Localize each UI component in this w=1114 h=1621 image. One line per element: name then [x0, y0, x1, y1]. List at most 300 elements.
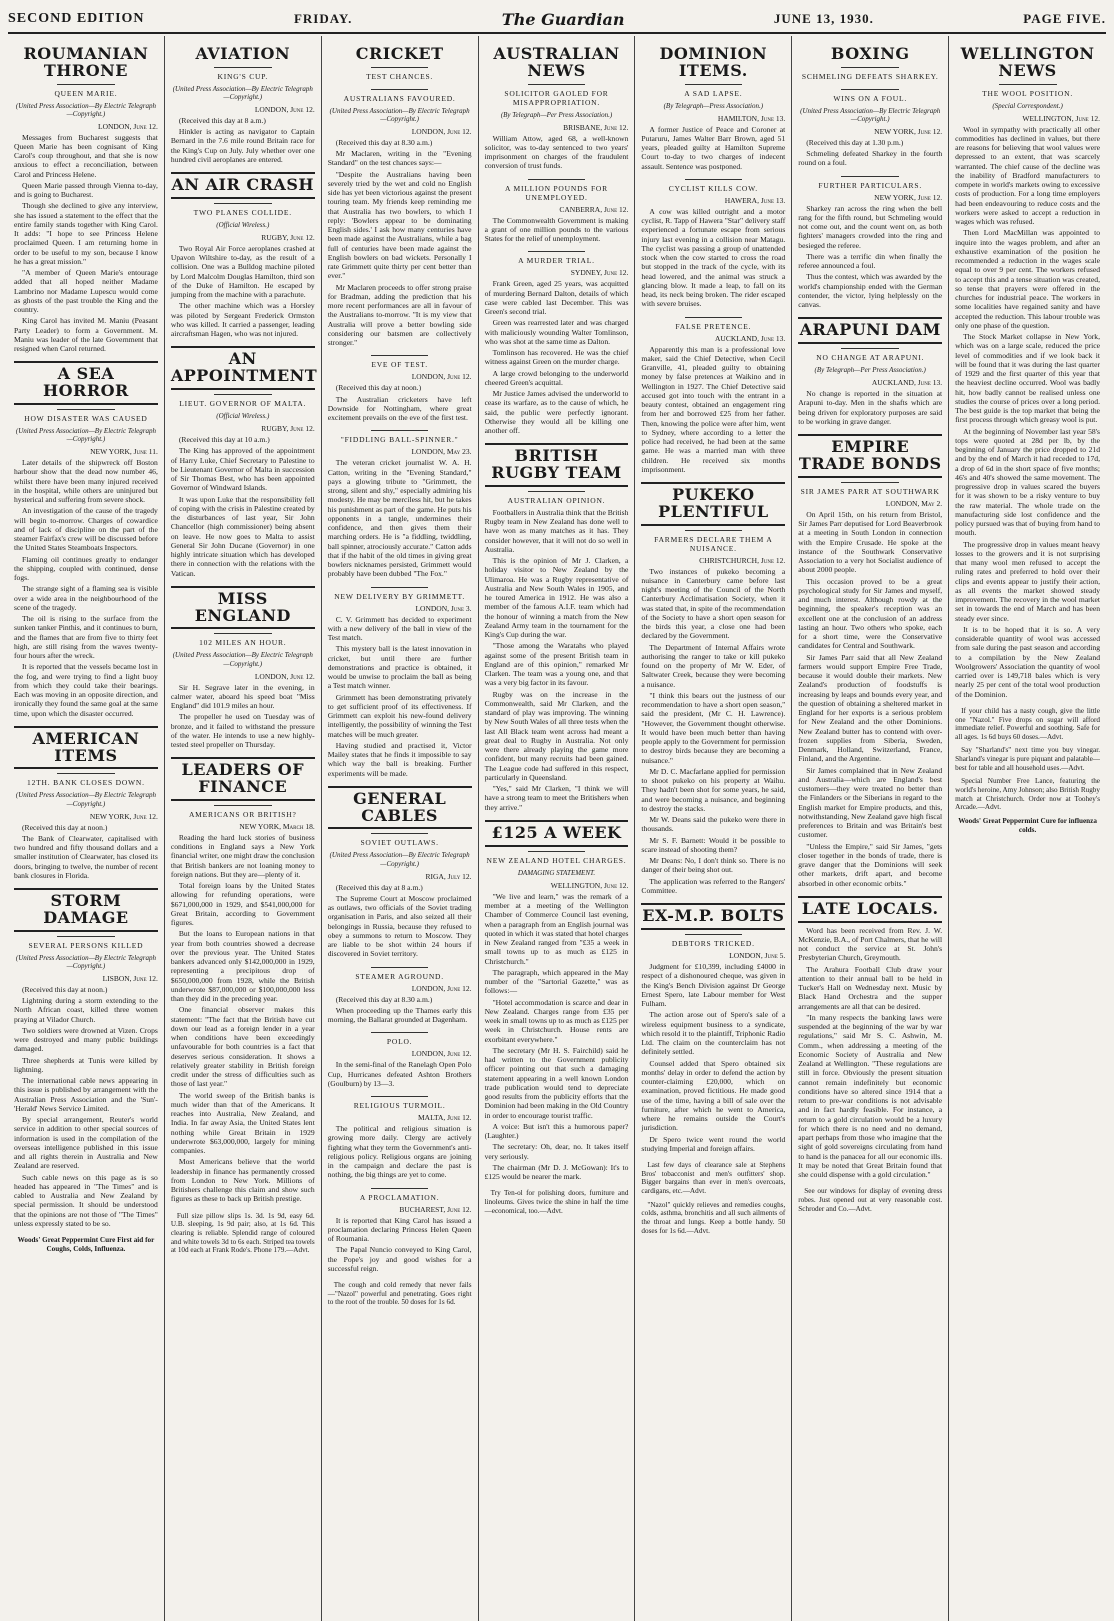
rule-divider	[371, 355, 429, 356]
article-paragraph: Mr Deans: No, I don't think so. There is no danger of their being shot out.	[641, 856, 786, 875]
article-body	[485, 279, 629, 435]
article-headline: ROUMANIAN THRONE	[23, 44, 149, 80]
article-subhead: SOLICITOR GAOLED FOR MISAPPROPRIATION.	[504, 88, 609, 107]
article-body	[641, 345, 785, 475]
article-paragraph: In the semi-final of the Ranelagh Open Polo Cup, Hurricanes defeated Ashton Brothers (Goulburn) by 13—3.	[327, 1060, 472, 1088]
article-dateline: WELLINGTON, June 12.	[1022, 113, 1100, 123]
article-paragraph: (Received this day at 8.30 a.m.)	[335, 994, 433, 1004]
article-subhead: AMERICANS OR BRITISH?	[188, 809, 297, 819]
article	[485, 179, 629, 244]
article-paragraph: C. V. Grimmett has decided to experiment with a new delivery of the ball in view of the Test match.	[327, 614, 472, 643]
article-body	[641, 207, 785, 309]
article-body	[171, 833, 315, 1204]
article	[798, 176, 942, 310]
article-dateline: CHRISTCHURCH, June 12.	[699, 555, 786, 565]
article-credit: (Special Correspondent.)	[992, 101, 1063, 110]
article-paragraph: Mr Maclaren proceeds to offer strong praise for Bradman, adding the prediction that his more recent performances are all in favour of the Australians to-morrow. "It is my view that Australia will prove a better bowling side considering our batsmen are collectively stronger."	[327, 282, 472, 348]
article-subhead: QUEEN MARIE.	[54, 88, 118, 98]
article-paragraph: (Received this day at 8 a.m.)	[335, 882, 423, 892]
column-3	[322, 36, 479, 1621]
article-body	[485, 508, 629, 812]
article-paragraph: It is reported that the vessels became lost in the fog, and were trying to find a light buoy from which they could take their bearings. Each was moving in an opposite direction, and ironically they found the same goal at the same time, upon which the disaster occurred.	[14, 662, 158, 718]
article-credit: (United Press Association—By Electric Telegraph—Copyright.)	[329, 851, 470, 868]
article-credit: (United Press Association—By Electric Telegraph—Copyright.)	[172, 84, 313, 101]
article-paragraph: Later details of the shipwreck off Boston harbour show that the dead now number 46, whilst there have been many injured received in the hospital, while others are uninjured but hysterical and suffering from severe shock.	[14, 458, 158, 505]
rule-divider	[999, 84, 1057, 85]
article-paragraph: A voice: But isn't this a humorous paper? (Laughter.)	[484, 1121, 629, 1141]
article-paragraph: Thus the contest, which was awarded by the world's championship ended with the German contender, the victor, lying helplessly on the canvas.	[798, 272, 943, 310]
article-subhead: TWO PLANES COLLIDE.	[193, 207, 292, 217]
article-paragraph: Mr S. F. Barnett: Would it be possible to scare instead of shooting them?	[641, 835, 786, 854]
masthead	[8, 6, 1106, 34]
article-body	[798, 926, 942, 1180]
article-paragraph: The chairman (Mr D. J. McGowan): It's to £125 would be nearer the mark.	[484, 1162, 629, 1182]
article-headline: AVIATION	[195, 44, 291, 63]
article-paragraph: William Attow, aged 68, a well-known solicitor, was to-day sentenced to two years' imprisonment on charges of the fraudulent conversion of trust funds.	[484, 133, 629, 171]
article-headline: CRICKET	[355, 44, 444, 63]
article-dateline: RUGBY, June 12.	[261, 424, 315, 434]
article-paragraph: Word has been received from Rev. J. W. McKenzie, B.A., of Port Chalmers, that he will not conduct the service at St. John's Presbyterian Church, Greymouth.	[798, 925, 943, 963]
article-paragraph: When proceeding up the Thames early this morning, the Ballarat grounded at Dagenham.	[327, 1005, 472, 1025]
article-dateline: LONDON, May 23.	[411, 447, 472, 457]
article-subhead: DEBTORS TRICKED.	[671, 939, 755, 949]
article-paragraph: Having studied and practised it, Victor Mailey states that he finds it impossible to say which way the ball is breaking. Further experiments will be made.	[327, 740, 472, 778]
article-paragraph: Mr W. Deans said the pukeko were there in thousands.	[641, 815, 786, 834]
rule-divider	[841, 89, 899, 90]
article	[641, 482, 785, 895]
article	[328, 355, 472, 422]
article-credit: (United Press Association—By Electric Telegraph—Copyright.)	[15, 101, 156, 118]
column-5	[635, 36, 792, 1621]
article-body	[798, 389, 942, 426]
article-headline: LATE LOCALS.	[798, 896, 942, 923]
article-credit: (United Press Association—By Electric Telegraph—Copyright.)	[15, 953, 156, 970]
advertisement: The cough and cold remedy that never fails—"Nazol" powerful and penetrating. Goes right to the root of the trouble. 50 doses for 1s 6d.	[327, 1281, 472, 1307]
article-body	[328, 883, 472, 959]
date-label: JUNE 13, 1930.	[773, 11, 874, 26]
column-4	[479, 36, 636, 1621]
article-subhead: FALSE PRETENCE.	[675, 321, 752, 331]
article-paragraph: The Stock Market collapse in New York, which was on a large scale, reduced the price level of commodities and if we look back it will be found that it was during the last quarter of 1929 and the first quarter of this year that the heaviest decline occurred. Wool was badly hit, how badly cannot be realised unless one studies the course of prices over a long period. The best guide is the top market that being the first process through which greasy wool is put.	[955, 332, 1100, 425]
article	[328, 1096, 472, 1180]
article-paragraph: Judgment for £10,399, including £4000 in respect of a dishonoured cheque, was given in the King's Bench Division against Dr George Ernest Spero, late Labour member for West Fulham.	[641, 962, 786, 1009]
article-dateline: LONDON, June 12.	[254, 104, 315, 114]
rule-divider	[371, 833, 429, 834]
article-paragraph: Apparently this man is a professional love maker, said the Chief Detective, when Cecil Granville, 41, pleaded guilty to obtaining money by false pretences at Waikino and in Wellington in 1927. The Chief Detective said accused got into touch with the entrant in a beauty contest, obtained an engagement ring from her and borrowed £25 from her father. Then, knowing the police were after him, went to Sydney, where according to a letter the police had received, he had been at the same game. He was a married man with three children. He received six months imprisonment.	[641, 344, 786, 474]
article-body	[14, 133, 158, 354]
article	[14, 46, 158, 353]
article-credit: (By Telegraph—Press Association.)	[663, 101, 764, 110]
article-subhead: NO CHANGE AT ARAPUNI.	[816, 353, 925, 363]
article-paragraph: The action arose out of Spero's sale of a wireless equipment business to a syndicate, which resold it to the plaintiff, Triphonic Radio Ltd. The claim on the counterclaim has not definitely settled.	[641, 1010, 786, 1057]
advertisement: Try Ten-ol for polishing doors, furniture and linoleums. Gives twice the shine in half the time—economical, too.—Advt.	[484, 1189, 629, 1215]
article-body	[328, 138, 472, 348]
article-body	[171, 116, 315, 164]
article-subhead: FARMERS DECLARE THEM A NUISANCE.	[654, 534, 773, 553]
article-subhead: 12TH. BANK CLOSES DOWN.	[27, 778, 145, 788]
article	[14, 888, 158, 1228]
article-paragraph: One financial observer makes this statement: "The fact that the British have cut down our lead as a foreign lender in a year when conditions have been exceedingly unfavourable for both countries is a fact that deserves serious consideration. It shows a relatively greater stability in British foreign credit under the stress of difficulties such as those of last year."	[170, 1005, 315, 1089]
article-paragraph: A cow was killed outright and a motor cyclist, R. Tapp of Hawera "Star" delivery staff experienced a fortunate escape from serious injury last evening in a collision near Matagu. The cyclist was passing a group of unattended stock when the cow started to cross the road but stopped in the track of the cycle, with its head lowered, and the animal was struck a glancing blow. It made a leap, to fall on its head, its neck being broken. The rider escaped with severe bruises.	[641, 206, 786, 309]
article-dateline: LONDON, June 12.	[411, 126, 472, 136]
article-body	[328, 995, 472, 1025]
article-dateline: NEW YORK, March 18.	[239, 821, 315, 831]
article-body	[328, 1060, 472, 1088]
article-paragraph: Sir James Parr said that all New Zealand farmers would support Empire Free Trade, because it would double their markets. New Zealand's production of foodstuffs is increasing by leaps and bounds every year, and the question of obtaining a sheltered market in England for her exports is a serious problem for New Zealand and the other Dominions. New Zealand butter has to contend with over-frozen supplies from Siberia, Sweden, Denmark, Holland, Switzerland, France, Finland, and the Argentine.	[798, 652, 943, 764]
article	[798, 434, 942, 888]
article-paragraph: "In many respects the banking laws were suspended at the beginning of the war by war regulations," said Mr S. C. Ashwin, M. Comm., when addressing a meeting of the Economic Society of Australia and New Zealand at Wellington. "These regulations are still in force. Obviously the present situation cannot remain indefinitely but economic conditions have so altered since 1914 that a return to pre-war conditions is not advisable and in fact hardly feasible. For instance, a return to a gold circulation would be a luxury for which there is no need and no demand, apart perhaps from those who imagine that the sight of gold sovereigns circulating from hand to hand is the panacea for all our economic ills. It may be noted that Great Britain found that she could dispense with a gold circulation."	[798, 1012, 943, 1180]
article-paragraph: The Department of Internal Affairs wrote authorising the ranger to take or kill pukeko found on the property of Mr W. Eder, of Saltwater Creek, because they were becoming a nuisance.	[641, 642, 786, 689]
article-paragraph: Two soldiers were drowned at Vizen. Crops were destroyed and many public buildings damaged.	[14, 1025, 158, 1054]
article-dateline: SYDNEY, June 12.	[570, 268, 629, 278]
article	[955, 46, 1100, 699]
article-paragraph: By special arrangement, Reuter's world service in addition to other special sources of information is used in the compilation of the overseas intelligence published in this issue and all rights therein in Australia and New Zealand are reserved.	[14, 1115, 158, 1171]
article-body	[171, 435, 315, 578]
article-paragraph: An investigation of the cause of the tragedy will begin to-morrow. Charges of cowardice and of lack of discipline on the part of the steamer Fairfax's crew will be discussed before the United States Steamboats Inspectors.	[14, 506, 158, 553]
article	[798, 317, 942, 426]
article-subhead: A MILLION POUNDS FOR UNEMPLOYED.	[505, 183, 608, 202]
rule-divider	[528, 84, 586, 85]
article-credit: (United Press Association—By Electric Telegraph—Copyright.)	[329, 106, 470, 123]
rule-divider	[841, 67, 899, 68]
rule-divider	[57, 936, 115, 937]
article-paragraph: Mr Maclaren, writing in the "Evening Standard" on the test chances says:—	[327, 149, 472, 168]
article-paragraph: "Despite the Australians having been severely tried by the wet and cold no English side has yet been victorious against the present touring team. My friends keep reminding me that Australia has two bowlers, to which I reply: 'Bowlers appear to be dominating English sides.' I ask how many centuries have been made against the Australians, while a bag full of centuries have been made against the English bowlers on bad wickets. Personally I rate Grimmett quite thirty per cent better than ever."	[327, 169, 472, 281]
article-paragraph: (Received this day at 10 a.m.)	[178, 435, 270, 445]
article	[171, 757, 315, 1203]
article-body	[485, 134, 629, 171]
article-paragraph: Lightning during a storm extending to the North African coast, killed three women praying at Vilador Church.	[14, 996, 158, 1024]
article-subhead: CYCLIST KILLS COW.	[668, 183, 758, 193]
article	[171, 586, 315, 749]
article-paragraph: A former Justice of Peace and Coroner at Putaruru, James Walter Barr Brown, aged 51 years, pleaded guilty at Hamilton Supreme Court to-day to two charges of indecent assault. Sentence was postponed.	[641, 124, 786, 171]
article-paragraph: Queen Marie passed through Vienna to-day, and is going to Bucharest.	[14, 180, 158, 200]
article-dateline: BUCHAREST, June 12.	[399, 1204, 472, 1214]
article-paragraph: Footballers in Australia think that the British Rugby team in New Zealand has done well to have won as many matches as it has. They consider however, that it will not do so well in Australia.	[484, 507, 629, 554]
article-paragraph: This is the opinion of Mr J. Clarken, a holiday visitor to New Zealand by the Ulimaroa. He was a Rugby representative of Australia and New South Wales in 1905, and he toured America in 1912. He was also a member of the famous A.I.F. team which had the honour of winning a match from the New Zealand Army team in the tournament for the King's Cup during the war.	[484, 556, 629, 640]
article	[485, 251, 629, 435]
article-body	[171, 244, 315, 339]
article-dateline: RIGA, July 12.	[425, 871, 472, 881]
column-7	[949, 36, 1106, 1621]
article	[641, 46, 785, 171]
article-subhead: HOW DISASTER WAS CAUSED	[24, 414, 148, 424]
article	[641, 903, 785, 1153]
article-paragraph: The Commonwealth Government is making a grant of one million pounds to the various States for the relief of unemployment.	[484, 215, 629, 244]
article-body	[328, 1124, 472, 1180]
article-paragraph: Hinkler is acting as navigator to Captain Bernard in the 7.6 mile round Britain race for the King's Cup on July. July whether over one hundred civil aeroplanes are entered.	[170, 127, 315, 164]
article	[641, 179, 785, 309]
column-6	[792, 36, 949, 1621]
advertisement: See our windows for display of evening dress robes. Just opened out at very reasonable cost. Schroder and Co.—Advt.	[798, 1187, 943, 1213]
article-dateline: LONDON, May 2.	[885, 498, 943, 508]
article-body	[328, 615, 472, 778]
columns-container	[8, 36, 1106, 1621]
article-subhead: A PROCLAMATION.	[359, 1192, 440, 1202]
article-subhead: AUSTRALIAN OPINION.	[507, 495, 606, 505]
article-dateline: NEW YORK, June 12.	[874, 126, 943, 136]
article	[328, 1188, 472, 1274]
article-paragraph: Mr Justice James advised the underworld to cease its warfare, as to the cause of which, he said, the public were perfectly ignorant. Otherwise they would all be killing one another off.	[484, 389, 629, 436]
article	[328, 587, 472, 778]
article-subhead: NEW ZEALAND HOTEL CHARGES.	[486, 855, 627, 865]
rule-divider	[371, 587, 429, 588]
rule-divider	[214, 805, 272, 806]
article-subhead: POLO.	[386, 1037, 413, 1047]
article-subhead: TEST CHANCES.	[366, 71, 434, 81]
article-headline: BRITISH RUGBY TEAM	[485, 443, 629, 487]
article-body	[798, 204, 942, 310]
article-subhead: STEAMER AGROUND.	[355, 971, 444, 981]
article-paragraph: The veteran cricket journalist W. A. H. Catton, writing in the "Evening Standard," pays a glowing tribute to "Grimmett, the strong, silent and shy," especially admiring his modesty. He may be merciless hit, but he takes his punishment as part of the game. He puts his opponents in a tangle, undermines their confidence, and then gives them their marching orders. He is "a fiddling, twiddling, ball spinner, atrociously accurate." Catton adds that if the habit of the old times in giving great bowlers nicknames persisted, Grimmett would probably have been dubbed "The Fox."	[327, 458, 472, 579]
article-paragraph: Tomlinson has recovered. He was the chief witness against Green on the murder charge.	[484, 348, 629, 367]
article	[170, 346, 318, 578]
article-paragraph: Mr D. C. Macfarlane applied for permission to shoot pukeko on his property at Waihu. They hadn't been shot for some years, he said, and were becoming a nuisance, and beginning to destroy the stacks.	[641, 766, 786, 813]
article-paragraph: It is reported that King Carol has issued a proclamation declaring Princess Helen Queen of Roumania.	[327, 1215, 472, 1244]
article-paragraph: "A member of Queen Marie's entourage added that all hoped neither Madame Lambrino nor Madame Lupescu would come as ghosts of the past trouble the King and the country.	[14, 268, 158, 315]
article-headline: AN APPOINTMENT	[171, 346, 315, 390]
article	[14, 361, 158, 717]
rule-divider	[57, 409, 115, 410]
rule-divider	[528, 179, 586, 180]
article-paragraph: The secretary: Oh, dear, no. It takes itself very seriously.	[484, 1142, 629, 1161]
article-dateline: LONDON, June 12.	[254, 671, 315, 681]
article-body	[14, 985, 158, 1228]
rule-divider	[214, 67, 272, 68]
article-dateline: LONDON, June 12.	[411, 1049, 472, 1059]
article-paragraph: Flaming oil continues greatly to endanger the shipping, coupled with continued, dense fogs.	[14, 554, 158, 583]
rule-divider	[528, 851, 586, 852]
article-paragraph: The propeller he used on Tuesday was of bronze, and it failed to withstand the pressure of the water. He intends to use a new highly-tested steel propeller on Thursday.	[170, 712, 315, 750]
article	[798, 896, 942, 1180]
article-dateline: WELLINGTON, June 12.	[550, 880, 629, 890]
article-subhead: AUSTRALIANS FAVOURED.	[343, 93, 456, 103]
rule-divider	[371, 1188, 429, 1189]
advertisements	[798, 1187, 942, 1213]
article-paragraph: The world sweep of the British banks is much wider than that of the Americans. It reaches into Australia, New Zealand, and India. In far away Asia, the United States lent nothing while Great Britain in 1929 underwrote $63,000,000, largely for mining companies.	[170, 1090, 315, 1156]
article-body	[485, 216, 629, 244]
article-dateline: CANBERRA, June 12.	[559, 204, 629, 214]
rule-divider	[214, 394, 272, 395]
advertisement: Full size pillow slips 1s. 3d. 1s 9d, easy 6d. U.B. sleeping, 1s 9d pair; also, at 1s 6d. This clearing is reliable. Splendid range of coloured and white towels 3d to 6s each. Striped tea towels at 10d each at Frank Rode's. Phone 179.—Advt.	[170, 1211, 315, 1255]
article	[328, 967, 472, 1025]
article-body	[798, 138, 942, 168]
advertisements	[955, 707, 1100, 834]
article-headline: ARAPUNI DAM	[798, 317, 942, 344]
article-headline: £125 A WEEK	[485, 820, 629, 847]
rule-divider	[841, 348, 899, 349]
article-body	[641, 962, 785, 1153]
article-dateline: MALTA, June 12.	[417, 1113, 472, 1123]
article-dateline: LONDON, June 12.	[411, 372, 472, 382]
article-paragraph: The other machine which was a Horsley was piloted by Sergeant Frederick Ormston who was killed. It carried a passenger, leading aircraftsman Hagen, who was not injured.	[170, 301, 315, 339]
advertisement: If your child has a nasty cough, give the little one "Nazol." Five drops on sugar will afford immediate relief. Powerful and soothing. Safe for all ages. 1s 6d buys 60 doses.—Advt.	[955, 706, 1100, 741]
rule-divider	[371, 1032, 429, 1033]
article-paragraph: Such cable news on this page as is so headed has appeared in "The Times" and is cabled to Australia and New Zealand by special permission. It should be understood that the opinions are not those of "The Times" unless expressly stated to be so.	[14, 1172, 158, 1228]
article	[171, 172, 315, 338]
article-headline: PUKEKO PLENTIFUL	[641, 482, 785, 526]
article-credit: DAMAGING STATEMENT.	[517, 868, 596, 877]
article-paragraph: (Received this day at 8 a.m.)	[178, 115, 266, 125]
article-headline: MISS ENGLAND	[171, 586, 315, 630]
article-subhead: NEW DELIVERY BY GRIMMETT.	[334, 591, 466, 601]
article-subhead: SIR JAMES PARR AT SOUTHWARK	[800, 486, 940, 496]
article-headline: BOXING	[830, 44, 910, 63]
article-paragraph: "Yes," said Mr Clarken, "I think we will have a strong team to meet the Britishers when they arrive."	[484, 784, 629, 812]
article-body	[955, 125, 1100, 699]
article-credit: (United Press Association—By Electric Telegraph—Copyright.)	[800, 106, 941, 123]
rule-divider	[371, 430, 429, 431]
article-subhead: WINS ON A FOUL.	[833, 93, 908, 103]
article-subhead: SOVIET OUTLAWS.	[360, 838, 439, 848]
article-paragraph: "We live and learn," was the remark of a member at a meeting of the Wellington Chamber of Commerce Council last evening, when a paragraph from an English journal was quoted in which it was stated that hotel charges in New Zealand ranged from "£35 a week in small towns up to as much as £125 in Christchurch."	[484, 891, 629, 966]
article-body	[798, 510, 942, 888]
article	[328, 786, 472, 959]
article-headline: WELLINGTON NEWS	[960, 44, 1095, 80]
article-paragraph: Two Royal Air Force aeroplanes crashed at Upavon Wiltshire to-day, as the result of a collision. One was a Bulldog machine piloted by Lord Malcolm Douglas Hamilton, third son of the Duke of Hamilton. He escaped by jumping from the machine with a parachute.	[170, 243, 315, 300]
article-paragraph: The Australian cricketers have left Downside for Nottingham, where great excitement prevails on the eve of the first test.	[327, 394, 472, 423]
article-paragraph: "I think this bears out the justness of our recommendation to have a short open season," said the president, (Mr C. H. Lawrence). "However, the Government thought otherwise. It would have been much better than having people apply to the Government for permission to destroy birds because they are becoming a nuisance."	[641, 690, 786, 765]
advertisement: Woods' Great Peppermint Cure First aid for Coughs, Colds, Influenza.	[17, 1236, 155, 1253]
article-body	[14, 823, 158, 881]
page-number: PAGE FIVE.	[1023, 11, 1106, 26]
article-dateline: HAWERA, June 13.	[724, 195, 786, 205]
article-paragraph: The secretary (Mr H. S. Fairchild) said he had written to the Government publicity officer pointing out that such a damaging statement appearing in a well known London trade publication would tend to depreciate good results from the publicity efforts that the Dominion had been making in the Old Country in order to encourage tourist traffic.	[484, 1045, 629, 1120]
article-dateline: AUCKLAND, June 13.	[871, 378, 943, 388]
advertisement: Woods' Great Peppermint Cure for influenza colds.	[958, 816, 1097, 834]
article-credit: (Official Wireless.)	[216, 220, 270, 229]
article-headline: LEADERS OF FINANCE	[171, 757, 315, 801]
advertisements	[14, 1236, 158, 1253]
article-paragraph: Sir James complained that in New Zealand and Australia—which are England's best customers—they were treated no better than the Finlanders or the Siberians in regard to the English market for Empire products, and this, notwithstanding, New Zealand gave high fiscal preferences to Britain and was Britain's best customer.	[798, 765, 943, 840]
article-paragraph: The King has approved of the appointment of Harry Luke, Chief Secretary to Palestine to be Lieutenant Governor of Malta in succession of Sir Thomas Best, who has been appointed Governor of Windward Islands.	[170, 446, 315, 493]
column-1	[8, 36, 165, 1621]
article-body	[14, 458, 158, 718]
article-subhead: SCHMELING DEFEATS SHARKEY.	[801, 71, 939, 81]
rule-divider	[57, 84, 115, 85]
article-subhead: FURTHER PARTICULARS.	[818, 180, 922, 190]
rule-divider	[685, 934, 743, 935]
article-dateline: NEW YORK, June 11.	[90, 447, 158, 457]
article-paragraph: On April 15th, on his return from Bristol, Sir James Parr deputised for Lord Beaverbrook at a meeting in South London in connection with the Empire Crusade. He spoke at the instance of the Southwark Conservative Association to a very hot Socialist audience of about 2000 people.	[798, 509, 943, 575]
article-paragraph: The political and religious situation is growing more daily. Clergy are actively fighting what they term the Government's anti-religious policy. Religious organs are joining in the campaign and declare the past is nothing, the big things are yet to come.	[327, 1124, 472, 1180]
article-paragraph: A large crowd belonging to the underworld cheered Green's acquittal.	[484, 368, 629, 387]
article-dateline: NEW YORK, June 12.	[89, 811, 158, 821]
article	[485, 443, 629, 812]
day-label: FRIDAY.	[293, 11, 353, 26]
advertisements	[485, 1189, 629, 1215]
article-paragraph: "Those among the Waratahs who played against some of the present British team in England are of this opinion," remarked Mr Clarken. The team was a young one, and that was a very big factor in its favour.	[484, 641, 629, 688]
article-dateline: NEW YORK, June 12.	[874, 192, 943, 202]
advertisement: Say "Sharland's" next time you buy vinegar. Sharland's vinegar is pure piquant and palatable—best for table and all household uses.—Advt.	[955, 746, 1100, 772]
article-subhead: LIEUT. GOVERNOR OF MALTA.	[179, 399, 307, 409]
article-subhead: "FIDDLING BALL-SPINNER."	[340, 435, 459, 445]
article-body	[641, 125, 785, 171]
article-paragraph: The international cable news appearing in this issue is published by arrangement with the Australian Press Association and the 'Sun'-'Herald' News Service Limited.	[14, 1076, 158, 1113]
article-paragraph: (Received this day at 1.30 p.m.)	[806, 137, 904, 147]
article	[641, 317, 785, 475]
article-paragraph: The Bank of Clearwater, capitalised with two hundred and fifty thousand dollars and a smaller institution of Clearwater, has closed its doors, bringing to twelve, the number of recent bank closures in Florida.	[14, 833, 158, 880]
article-subhead: SEVERAL PERSONS KILLED	[28, 940, 144, 950]
article	[328, 46, 472, 81]
article-body	[328, 458, 472, 578]
article-dateline: RUGBY, June 12.	[261, 232, 315, 242]
article-paragraph: Total foreign loans by the United States allowing for refunding operations, were $671,000,000 in 1929, and $541,000,000 for Great Britain, according to Government figures.	[170, 881, 315, 928]
rule-divider	[371, 967, 429, 968]
article-dateline: BRISBANE, June 12.	[563, 122, 629, 132]
article-paragraph: The application was referred to the Rangers' Committee.	[641, 876, 786, 895]
article-credit: (United Press Association—By Electric Telegraph—Copyright.)	[172, 651, 313, 668]
advertisements	[328, 1281, 472, 1307]
article	[798, 89, 942, 168]
rule-divider	[841, 176, 899, 177]
article-subhead: EVE OF TEST.	[371, 360, 428, 370]
article-body	[328, 1216, 472, 1274]
article-paragraph: King Carol has invited M. Maniu (Peasant Party Leader) to form a Government. M. Maniu was leader of the late Government that resigned when Carol returned.	[14, 316, 158, 354]
article-paragraph: Though she declined to give any interview, she has issued a statement to the effect that the entire family stands together with King Carol. It adds: "I hope to see Princess Helene proclaimed Queen. I am returning home in order to be useful to my son, because I know he has a great mission."	[14, 201, 158, 266]
article-headline: AMERICAN ITEMS	[14, 726, 158, 770]
article-paragraph: The Supreme Court at Moscow proclaimed as outlaws, two officials of the Soviet trading organisation in Paris, and also seized all their belongings in Russia, because they refused to obey a summons to return to Moscow. They are liable to be shot within 24 hours if discovered in Soviet territory.	[327, 893, 472, 959]
article-body	[641, 567, 785, 896]
advertisement: "Nazol" quickly relieves and remedies coughs, colds, asthma, bronchitis and all such ailments of the throat and lungs. Keep a bottle handy. 50 doses for 1s 6d.—Advt.	[641, 1200, 786, 1235]
article-dateline: HAMILTON, June 13.	[717, 113, 786, 123]
rule-divider	[371, 1096, 429, 1097]
article-subhead: A SAD LAPSE.	[684, 88, 743, 98]
article-paragraph: The Arahura Football Club draw your attention to their annual ball to be held in Tucker's Hall on Wednesday next. Music by Black Hand Orchestra and the supper arrangements are all that can be desired.	[798, 964, 943, 1011]
article-subhead: RELIGIOUS TURMOIL.	[353, 1101, 446, 1111]
article-paragraph: At the beginning of November last year 58's tops were quoted at 28d per lb, by the beginning of January the price dropped to 21d and by the end of March it had receded to 17d, a drop of 6d in the short space of five months; 46's and 40's showed the same movement. The progressive drop in values scared the buyers for it was shown to be a risky venture to buy the raw material. The whole trade on the manufacturing side lost confidence and the policy pursued was that of buying from hand to mouth.	[955, 426, 1100, 538]
rule-divider	[214, 203, 272, 204]
article-headline: AUSTRALIAN NEWS	[493, 44, 620, 80]
rule-divider	[214, 633, 272, 634]
article-dateline: LONDON, June 3.	[415, 603, 472, 613]
advertisements	[171, 1212, 315, 1255]
article-paragraph: No change is reported in the situation at Arapuni to-day. Men in the shafts which are being driven for exploratory purposes are said to be working in grave danger.	[798, 389, 943, 426]
article-paragraph: Then Lord MacMillan was appointed to inquire into the wages problem, and after an exhaustive examination of the position he recommended a reduction in the wages scale equal to over 9 per cent. The workers refused to accept this and a tense situation was created, so tense that prayers were offered in the churches for industrial peace. The workers in some localities have regained sanity and have accepted the reduction. This labour trouble was only one phase of the question.	[955, 228, 1100, 330]
article-paragraph: Messages from Bucharest suggests that Queen Marie has been cognisant of King Carol's coup throughout, and that she is now anxious to effect a reconciliation, between Carol and Princess Helene.	[14, 132, 158, 179]
article	[14, 726, 158, 880]
article-paragraph: This mystery ball is the latest innovation in cricket, but until there are further demonstrations and practice is obtained, it would be unwise to proclaim the ball as being a Test match winner.	[327, 644, 472, 691]
article-paragraph: Two instances of pukeko becoming a nuisance in Canterbury came before last night's meeting of the Council of the North Canterbury Acclimatisation Society, when it was stated that, in spite of the recommendation of the Society to have a short open season for the birds this year, a close one had been declared by the Government.	[641, 566, 786, 641]
article-headline: AN AIR CRASH	[171, 172, 315, 199]
column-2	[165, 36, 322, 1621]
article-paragraph: Green was rearrested later and was charged with maliciously wounding Walter Tomlinson, who was shot at the same time as Dalton.	[484, 318, 629, 346]
article-body	[171, 683, 315, 750]
article-headline: GENERAL CABLES	[328, 786, 472, 830]
article	[485, 820, 629, 1181]
article-paragraph: Dr Spero twice went round the world studying Imperial and foreign affairs.	[641, 1134, 786, 1153]
rule-divider	[57, 773, 115, 774]
rule-divider	[528, 491, 586, 492]
article-paragraph: Frank Green, aged 25 years, was acquitted of murdering Bernard Dalton, details of which case were cabled last December. This was Green's second trial.	[484, 279, 629, 317]
article-body	[328, 383, 472, 422]
article-headline: DOMINION ITEMS.	[659, 44, 768, 80]
article-paragraph: The oil is rising to the surface from the sunken tanker Pinthis, and it continues to burn, and the flames that are from five to thirty feet high, are still rising from the waves twenty-four hours after the wreck.	[14, 614, 158, 661]
article-paragraph: (Received this day at noon.)	[22, 822, 108, 832]
article-paragraph: Reading the hard luck stories of business conditions in England says a New York financial writer, one might draw the conclusion that British bankers are not loaning money to foreign nations. But they are—plenty of it.	[170, 832, 315, 879]
article	[798, 46, 942, 81]
article-dateline: LONDON, June 12.	[97, 121, 158, 131]
article-paragraph: Grimmett has been demonstrating privately to get sufficient proof of its effectiveness. If Grimmett can exploit his new-found delivery intelligently, the possibility of winning the Test matches will be much greater.	[327, 692, 472, 739]
article-credit: (United Press Association—By Electric Telegraph—Copyright.)	[15, 791, 156, 808]
article-headline: EMPIRE TRADE BONDS	[798, 434, 942, 478]
article-paragraph: There was a terrific din when finally the referee announced a foul.	[798, 251, 943, 271]
article-paragraph: The paragraph, which appeared in the May number of the "Sartorial Gazette," was as follows:—	[484, 967, 629, 996]
article-paragraph: But the loans to European nations in that year from both countries showed a decrease over the previous year. The United States bankers advanced only $142,000,000 in 1929, representing a precipitous drop of $650,000,000 from 1928, while the British underwrote $87,000,000 or $100,000,000 less than they did in the preceding year.	[170, 929, 315, 1004]
rule-divider	[685, 530, 743, 531]
article-credit: (Official Wireless.)	[216, 412, 270, 421]
article-paragraph: Wool in sympathy with practically all other commodities has declined in values, but there are reasons for believing that wool values were depressed to an extent, that was scarcely warranted. The chief cause of the decline was the inability of Bradford manufacturers to compete in world's markets owing to excessive costs of production. For a long time employers had been endeavouring to reduce costs and the workers were asked to accept a reduction in wages which was refused.	[955, 124, 1100, 227]
